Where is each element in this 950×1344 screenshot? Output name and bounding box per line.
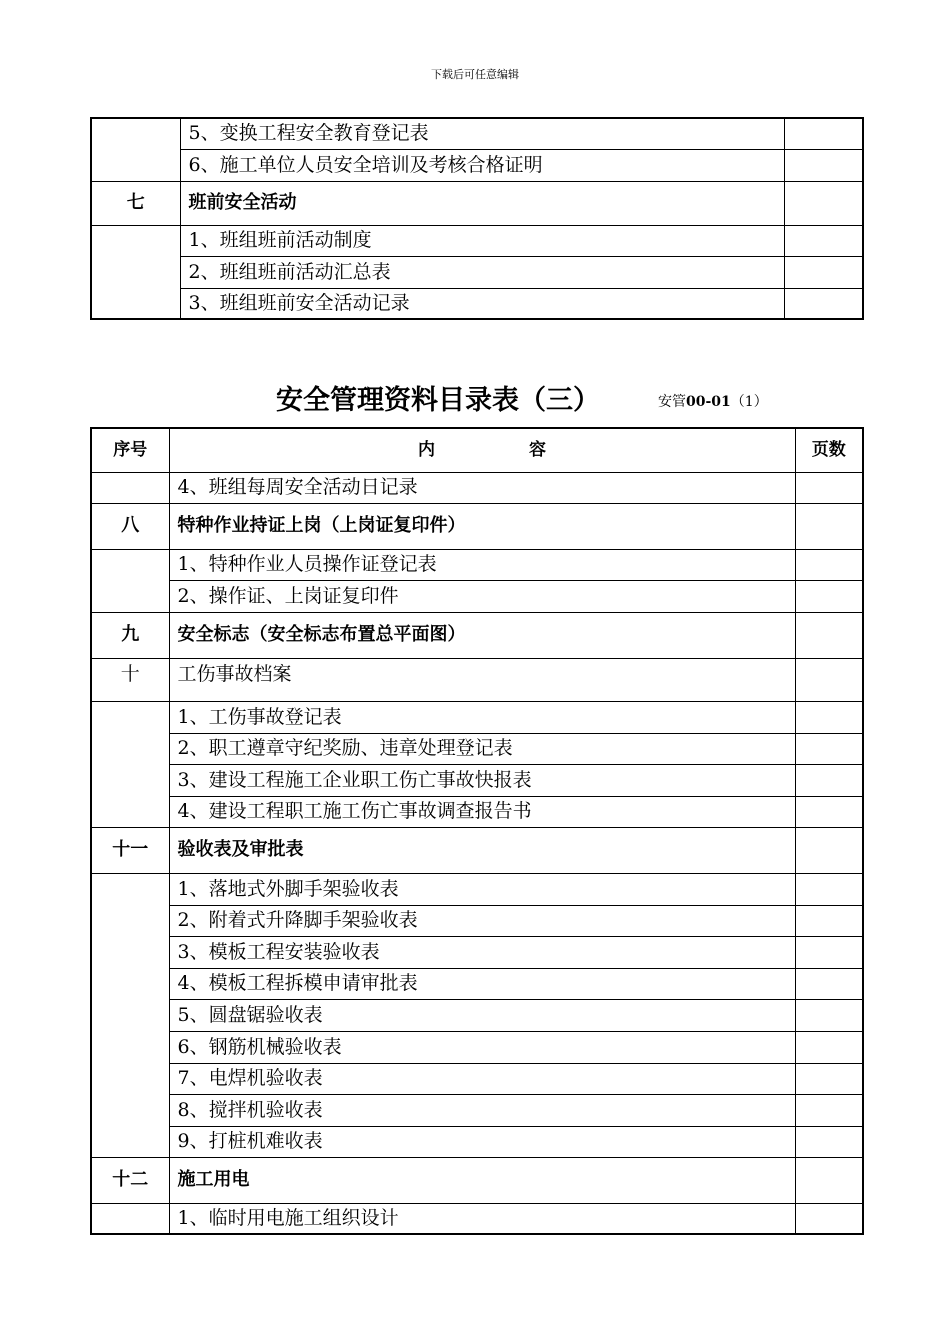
table-row <box>91 764 863 796</box>
row-content: 1、临时用电施工组织设计 <box>169 1203 795 1234</box>
row-content: 6、施工单位人员安全培训及考核合格证明 <box>180 149 784 181</box>
code-suffix: （1） <box>730 394 768 410</box>
table-row <box>91 873 863 905</box>
table-row <box>91 549 863 580</box>
row-number <box>91 1203 169 1234</box>
row-number <box>91 225 180 319</box>
table-row <box>91 936 863 968</box>
header-pages: 页数 <box>795 428 863 472</box>
page-count-cell <box>795 472 863 503</box>
table-row <box>91 181 863 225</box>
table-row <box>91 827 863 873</box>
table-row <box>91 225 863 256</box>
header-content <box>169 428 795 472</box>
page-count-cell <box>784 118 863 149</box>
row-content: 2、班组班前活动汇总表 <box>180 256 784 288</box>
table-row <box>91 503 863 549</box>
table-header-row <box>91 428 863 472</box>
section-title: 施工用电 <box>169 1157 795 1203</box>
row-content: 2、附着式升降脚手架验收表 <box>169 905 795 936</box>
page-count-cell <box>795 936 863 968</box>
table-row <box>91 701 863 733</box>
section-title: 工伤事故档案 <box>169 658 795 701</box>
document-code <box>658 391 768 411</box>
page-count-cell <box>795 764 863 796</box>
table-row <box>91 1063 863 1094</box>
row-content: 8、搅拌机验收表 <box>169 1094 795 1126</box>
row-number: 十二 <box>91 1157 169 1203</box>
row-content: 1、班组班前活动制度 <box>180 225 784 256</box>
page-count-cell <box>784 256 863 288</box>
row-content: 4、模板工程拆模申请审批表 <box>169 968 795 999</box>
catalog-table <box>90 427 864 1235</box>
row-number <box>91 873 169 1157</box>
page-count-cell <box>795 733 863 764</box>
table-continuation <box>90 117 864 320</box>
page-count-cell <box>784 288 863 319</box>
page-count-cell <box>784 149 863 181</box>
header-number: 序号 <box>91 428 169 472</box>
page-count-cell <box>795 905 863 936</box>
row-number: 十一 <box>91 827 169 873</box>
table-row <box>91 1157 863 1203</box>
code-prefix: 安管 <box>658 394 686 410</box>
table-row <box>91 733 863 764</box>
table-row <box>91 1031 863 1063</box>
page-count-cell <box>795 1094 863 1126</box>
table-row <box>91 999 863 1031</box>
page-count-cell <box>795 503 863 549</box>
table-row <box>91 288 863 319</box>
page-count-cell <box>784 225 863 256</box>
table-row <box>91 658 863 701</box>
table-row <box>91 1203 863 1234</box>
table-row <box>91 149 863 181</box>
row-content: 3、建设工程施工企业职工伤亡事故快报表 <box>169 764 795 796</box>
page-count-cell <box>784 181 863 225</box>
section-title: 安全标志（安全标志布置总平面图） <box>169 612 795 658</box>
row-number: 九 <box>91 612 169 658</box>
page-count-cell <box>795 1157 863 1203</box>
table-row <box>91 612 863 658</box>
row-content: 4、班组每周安全活动日记录 <box>169 472 795 503</box>
table-row <box>91 1094 863 1126</box>
table-row <box>91 472 863 503</box>
header-note: 下载后可任意编辑 <box>431 68 519 81</box>
row-number <box>91 118 180 181</box>
row-content: 3、班组班前安全活动记录 <box>180 288 784 319</box>
page-count-cell <box>795 658 863 701</box>
table-row <box>91 118 863 149</box>
row-content: 5、变换工程安全教育登记表 <box>180 118 784 149</box>
table-row <box>91 580 863 612</box>
section-title: 特种作业持证上岗（上岗证复印件） <box>169 503 795 549</box>
row-content: 1、落地式外脚手架验收表 <box>169 873 795 905</box>
page-count-cell <box>795 612 863 658</box>
row-number <box>91 549 169 612</box>
page-count-cell <box>795 1126 863 1157</box>
table-row <box>91 256 863 288</box>
page-count-cell <box>795 873 863 905</box>
section-title: 班前安全活动 <box>180 181 784 225</box>
page-count-cell <box>795 827 863 873</box>
page-count-cell <box>795 968 863 999</box>
code-value: 00-01 <box>686 394 731 410</box>
row-number: 七 <box>91 181 180 225</box>
page-count-cell <box>795 999 863 1031</box>
row-content: 5、圆盘锯验收表 <box>169 999 795 1031</box>
row-content: 1、特种作业人员操作证登记表 <box>169 549 795 580</box>
table-row <box>91 796 863 827</box>
row-content: 7、电焊机验收表 <box>169 1063 795 1094</box>
table-row <box>91 905 863 936</box>
page-count-cell <box>795 1203 863 1234</box>
row-content: 3、模板工程安装验收表 <box>169 936 795 968</box>
page-count-cell <box>795 549 863 580</box>
page-count-cell <box>795 580 863 612</box>
section-title: 验收表及审批表 <box>169 827 795 873</box>
row-content: 9、打桩机难收表 <box>169 1126 795 1157</box>
row-number <box>91 701 169 827</box>
row-number: 八 <box>91 503 169 549</box>
page-title: 安全管理资料目录表（三） <box>276 385 600 416</box>
row-content: 2、职工遵章守纪奖励、违章处理登记表 <box>169 733 795 764</box>
table-row <box>91 1126 863 1157</box>
header-content-right: 容 <box>529 439 546 460</box>
page-count-cell <box>795 1063 863 1094</box>
row-number: 十 <box>91 658 169 701</box>
page-count-cell <box>795 701 863 733</box>
row-content: 6、钢筋机械验收表 <box>169 1031 795 1063</box>
page-count-cell <box>795 1031 863 1063</box>
row-content: 1、工伤事故登记表 <box>169 701 795 733</box>
row-number <box>91 472 169 503</box>
header-content-left: 内 <box>418 439 435 460</box>
row-content: 2、操作证、上岗证复印件 <box>169 580 795 612</box>
page-count-cell <box>795 796 863 827</box>
row-content: 4、建设工程职工施工伤亡事故调查报告书 <box>169 796 795 827</box>
table-row <box>91 968 863 999</box>
